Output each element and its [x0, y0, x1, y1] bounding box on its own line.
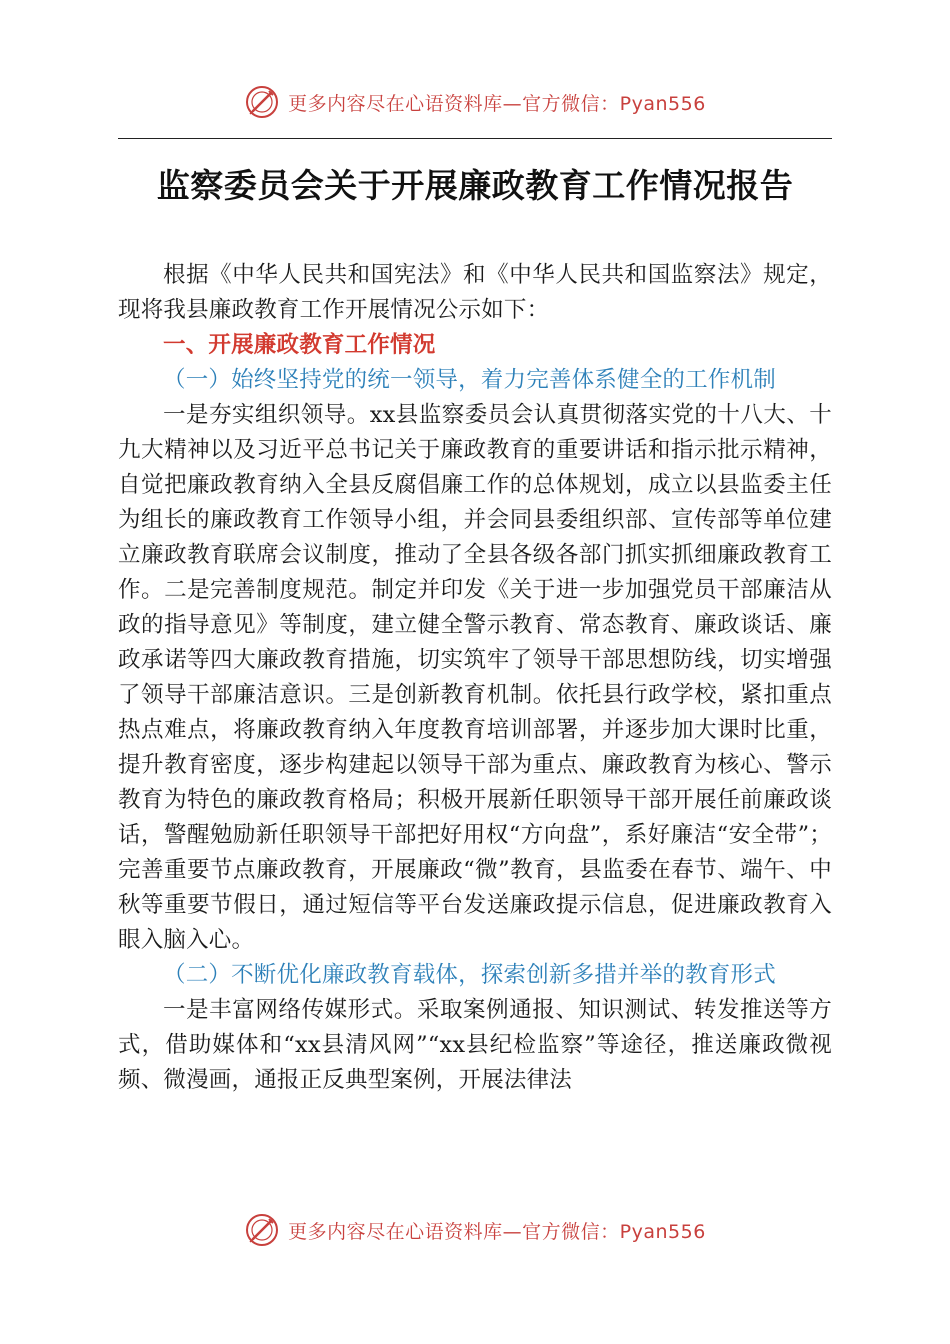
subsection-heading: （一）始终坚持党的统一领导，着力完善体系健全的工作机制 — [163, 367, 776, 393]
document-title: 监察委员会关于开展廉政教育工作情况报告 — [156, 166, 794, 205]
section-heading: 一、开展廉政教育工作情况 — [163, 332, 436, 358]
watermark-text: 更多内容尽在心语资料库—官方微信：Pyan556 — [288, 92, 706, 115]
watermark-text: 更多内容尽在心语资料库—官方微信：Pyan556 — [288, 1220, 706, 1243]
pen-seal-logo-icon — [244, 1212, 280, 1248]
header-watermark — [0, 82, 950, 122]
pen-seal-logo-icon — [244, 84, 280, 120]
body-paragraph: 一是夯实组织领导。xx县监察委员会认真贯彻落实党的十八大、十九大精神以及习近平总书记关于廉政教育的重要讲话和指示批示精神，自觉把廉政教育纳入全县反腐倡廉工作的总体规划，成立以县监委主任为组长的廉政教育工作领导小组，并会同县委组织部、宣传部等单位建立廉政教育联席会议制度，推动了全县各级各部门抓实抓细廉政教育工作。二是完善制度规范。制定并印发《关于进一步加强党员干部廉洁从政的指导意见》等制度，建立健全警示教育、常态教育、廉政谈话、廉政承诺等四大廉政教育措施，切实筑牢了领导干部思想防线，切实增强了领导干部廉洁意识。三是创新教育机制。依托县行政学校，紧扣重点热点难点，将廉政教育纳入年度教育培训部署，并逐步加大课时比重，提升教育密度，逐步构建起以领导干部为重点、廉政教育为核心、警示教育为特色的廉政教育格局；积极开展新任职领导干部开展任前廉政谈话，警醒勉励新任职领导干部把好用权“方向盘”，系好廉洁“安全带”；完善重要节点廉政教育，开展廉政“微”教育，县监委在春节、端午、中秋等重要节假日，通过短信等平台发送廉政提示信息，促进廉政教育入眼入脑入心。 — [118, 402, 832, 953]
subsection-heading: （二）不断优化廉政教育载体，探索创新多措并举的教育形式 — [163, 962, 776, 988]
body-paragraph: 一是丰富网络传媒形式。采取案例通报、知识测试、转发推送等方式，借助媒体和“xx县清风网”“xx县纪检监察”等途径，推送廉政微视频、微漫画，通报正反典型案例，开展法律法 — [118, 997, 832, 1093]
document-body — [118, 258, 832, 1098]
intro-paragraph: 根据《中华人民共和国宪法》和《中华人民共和国监察法》规定，现将我县廉政教育工作开展情况公示如下： — [118, 262, 832, 323]
header-divider — [118, 138, 832, 139]
footer-watermark — [0, 1210, 950, 1250]
